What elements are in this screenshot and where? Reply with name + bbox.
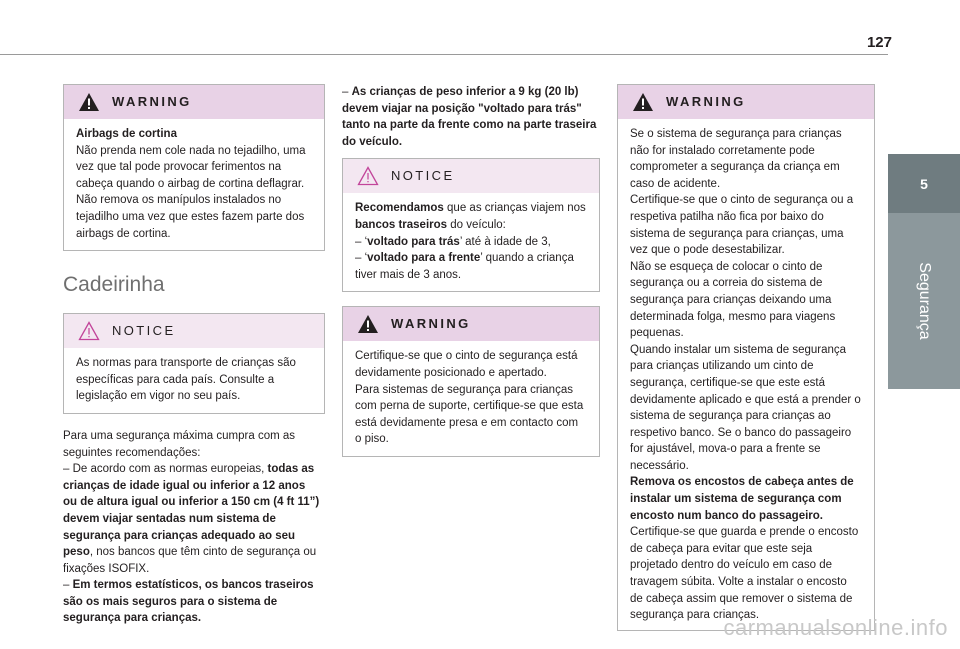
warning-content [343, 341, 599, 456]
page-number: 127 [866, 34, 892, 51]
warning-text-1: Certifique-se que o cinto de segurança está devidamente posicionado e apertado. [355, 350, 578, 379]
warning-bold-text: Remova os encostos de cabeça antes de instalar um sistema de segurança com encosto num banco do passageiro. [630, 476, 854, 522]
chapter-label: Segurança [916, 262, 933, 340]
warning-header [618, 85, 874, 119]
rear-facing-recommendation: – As crianças de peso inferior a 9 kg (20 lb) devem viajar na posição "voltado para trás" tanto na parte da frente como na parte traseira do veículo. [342, 86, 597, 148]
warning-header [64, 85, 324, 119]
notice-box-regulations [63, 313, 325, 414]
watermark-text: carmanualsonline.info [723, 615, 948, 640]
warning-content [618, 119, 874, 630]
warning-text-1: Se o sistema de segurança para crianças não for instalado corretamente pode comprometer a segurança da criança em caso de acidente. [630, 128, 842, 190]
column-3 [617, 84, 875, 631]
warning-text-1: Não prenda nem cole nada no tejadilho, uma vez que tal pode provocar ferimentos na cabeça quando o airbag de cortina deflagrar. [76, 144, 306, 190]
warning-box-installation [617, 84, 875, 631]
top-rule [0, 54, 888, 55]
warning-heading: Airbags de cortina [76, 128, 177, 140]
notice-title: NOTICE [391, 168, 455, 184]
warning-triangle-icon [78, 92, 100, 112]
notice-title: NOTICE [112, 322, 176, 338]
warning-triangle-icon [357, 314, 379, 334]
recommendation-item-2: – Em termos estatísticos, os bancos traseiros são os mais seguros para o sistema de segurança para crianças. [63, 579, 314, 625]
chapter-number: 5 [920, 175, 928, 192]
warning-text-4: Quando instalar um sistema de segurança para crianças utilizando um cinto de segurança, certifique-se que este está devidamente aplicado e que está a prender o sistema de segurança para crianças ao respetivo banco. Se o banco do passageiro for ajustável, mova-o para a frente se necessário. [630, 343, 861, 472]
column-1 [63, 84, 325, 627]
notice-box-rear-seats [342, 158, 600, 292]
notice-list-item-1: – ‘voltado para trás’ até à idade de 3, [355, 235, 551, 248]
section-title: Cadeirinha [63, 273, 165, 297]
recommendations [63, 428, 325, 627]
notice-header [343, 159, 599, 193]
intro-text: Para uma segurança máxima cumpra com as seguintes recomendações: [63, 429, 296, 459]
notice-intro: Recomendamos que as crianças viajem nos bancos traseiros do veículo: [355, 202, 586, 231]
warning-box-seatbelt [342, 306, 600, 457]
notice-triangle-icon [357, 166, 379, 186]
notice-content [343, 193, 599, 291]
warning-title: WARNING [391, 316, 471, 332]
warning-title: WARNING [666, 93, 746, 109]
warning-text-2: Não remova os manípulos instalados no tejadilho uma vez que estes fazem parte dos airbags de cortina. [76, 194, 305, 240]
warning-title: WARNING [112, 93, 192, 109]
column-2 [342, 84, 600, 457]
notice-text: As normas para transporte de crianças são específicas para cada país. Consulte a legislação em vigor no seu país. [76, 357, 296, 403]
warning-content [64, 119, 324, 250]
recommendation-item-1: – De acordo com as normas europeias, todas as crianças de idade igual ou inferior a 12 anos ou de altura igual ou inferior a 150 cm (4 ft 11”) devem viajar sentadas num sistema de segurança para crianças adequado ao seu peso, nos bancos que têm cinto de segurança ou fixações ISOFIX. [63, 463, 320, 575]
warning-triangle-icon [632, 92, 654, 112]
notice-triangle-icon [78, 321, 100, 341]
warning-box-curtain-airbags [63, 84, 325, 251]
notice-content [64, 348, 324, 413]
warning-text-2: Certifique-se que o cinto de segurança ou a respetiva patilha não fica por baixo do sistema de segurança para crianças, uma vez que o pode desestabilizar. [630, 194, 854, 257]
notice-header [64, 314, 324, 348]
notice-list-item-2: – ‘voltado para a frente’ quando a criança tiver mais de 3 anos. [355, 252, 574, 281]
chapter-tab-label[interactable] [888, 213, 960, 389]
warning-header [343, 307, 599, 341]
warning-text-2: Para sistemas de segurança para crianças com perna de suporte, certifique-se que esta está devidamente presa e em contacto com o piso. [355, 383, 584, 446]
warning-text-6: Certifique-se que guarda e prende o encosto de cabeça para evitar que este seja projetado dentro do veículo em caso de travagem súbita. Volte a instalar o encosto de cabeça assim que remover o sistema de segurança para crianças. [630, 526, 859, 622]
chapter-tab-number[interactable] [888, 154, 960, 213]
warning-text-3: Não se esqueça de colocar o cinto de segurança ou a correia do sistema de segurança para crianças deixando uma determinada folga, mesmo para viagens pequenas. [630, 260, 836, 340]
